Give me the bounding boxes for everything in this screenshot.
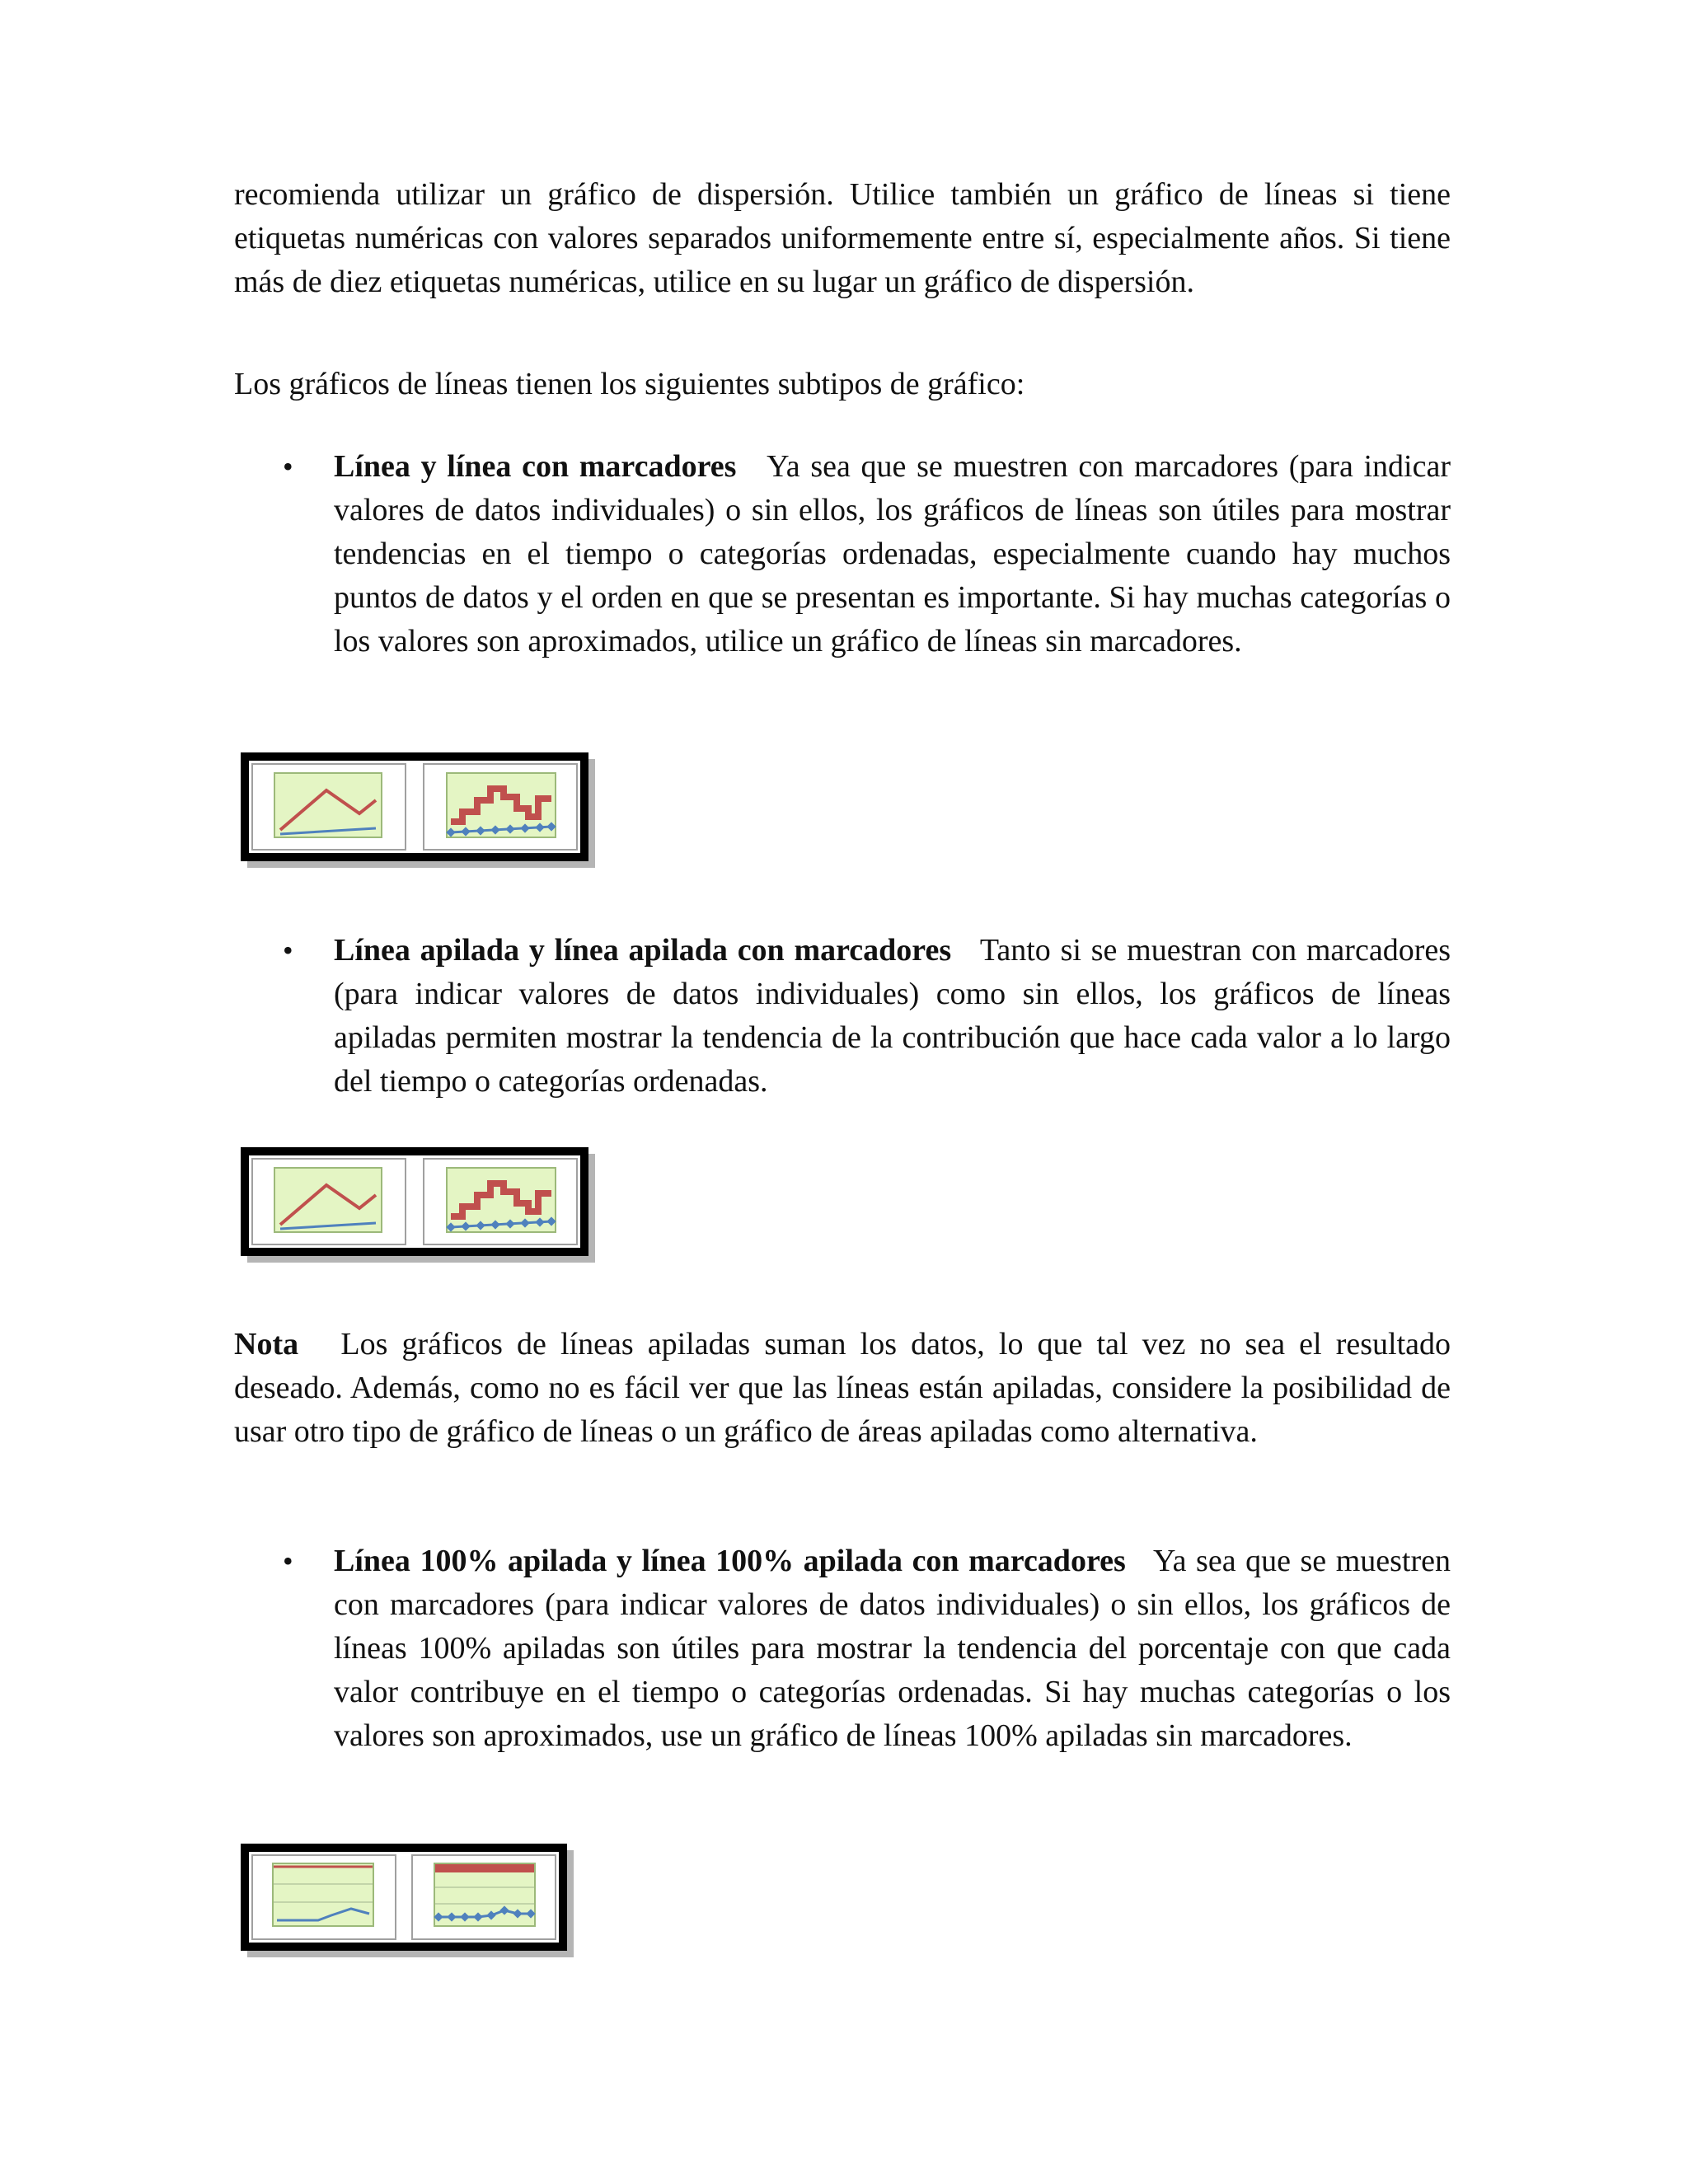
bullet-1-text: Ya sea que se muestren con marcadores (para indicar valores de datos individuales) o sin ellos, los gráficos de líneas son útiles para mostrar tendencias en el tiempo o categorías ordenadas, especialmente cuando hay muchos puntos de datos y el orden en que se presentan es importante. Si hay muchas categorías o los valores son aproximados, utilice un gráfico de líneas sin marcadores. xyxy=(334,449,1451,658)
line-chart-icon[interactable] xyxy=(274,772,382,838)
subtypes-lead-paragraph: Los gráficos de líneas tienen los siguientes subtipos de gráfico: xyxy=(234,367,1025,401)
note-text: Los gráficos de líneas apiladas suman los datos, lo que tal vez no sea el resultado deseado. Además, como no es fácil ver que las líneas están apiladas, considere la posibilidad de usar otro tipo de gráfico de líneas o un gráfico de áreas apiladas como alternativa. xyxy=(234,1327,1451,1449)
bullet-2-dot: • xyxy=(283,934,293,967)
bullet-1-paragraph xyxy=(334,445,1451,663)
bullet-3-title: Línea 100% apilada y línea 100% apilada con marcadores xyxy=(334,1544,1126,1578)
bullet-1-dot: • xyxy=(283,450,293,483)
bullet-2-title: Línea apilada y línea apilada con marcadores xyxy=(334,933,952,968)
note-label: Nota xyxy=(234,1327,299,1361)
bullet-3-dot: • xyxy=(283,1544,293,1577)
bullet-1-title: Línea y línea con marcadores xyxy=(334,449,737,484)
bullet-2-paragraph xyxy=(334,929,1451,1104)
bullet-3-paragraph xyxy=(334,1540,1451,1758)
bullet-2-text: Tanto si se muestran con marcadores (para indicar valores de datos individuales) como sin ellos, los gráficos de líneas apiladas permiten mostrar la tendencia de la contribución que hace cada valor a lo largo del tiempo o categorías ordenadas. xyxy=(334,933,1451,1099)
stacked-line-chart-icon[interactable] xyxy=(274,1167,382,1233)
percent-stacked-line-with-markers-chart-icon[interactable] xyxy=(434,1863,536,1927)
note-paragraph xyxy=(234,1323,1451,1454)
bullet-3-text: Ya sea que se muestren con marcadores (para indicar valores de datos individuales) o sin ellos, los gráficos de líneas 100% apiladas son útiles para mostrar la tendencia del porcentaje con que cada valor contribuye en el tiempo o categorías ordenadas. Si hay muchas categorías o los valores son aproximados, use un gráfico de líneas 100% apiladas sin marcadores. xyxy=(334,1544,1451,1753)
line-with-markers-chart-icon[interactable] xyxy=(446,772,556,838)
intro-paragraph: recomienda utilizar un gráfico de dispersión. Utilice también un gráfico de líneas si tiene etiquetas numéricas con valores separados uniformemente entre sí, especialmente años. Si tiene más de diez etiquetas numéricas, utilice en su lugar un gráfico de dispersión. xyxy=(234,177,1451,299)
stacked-line-with-markers-chart-icon[interactable] xyxy=(446,1167,556,1233)
percent-stacked-line-chart-icon[interactable] xyxy=(272,1863,374,1927)
